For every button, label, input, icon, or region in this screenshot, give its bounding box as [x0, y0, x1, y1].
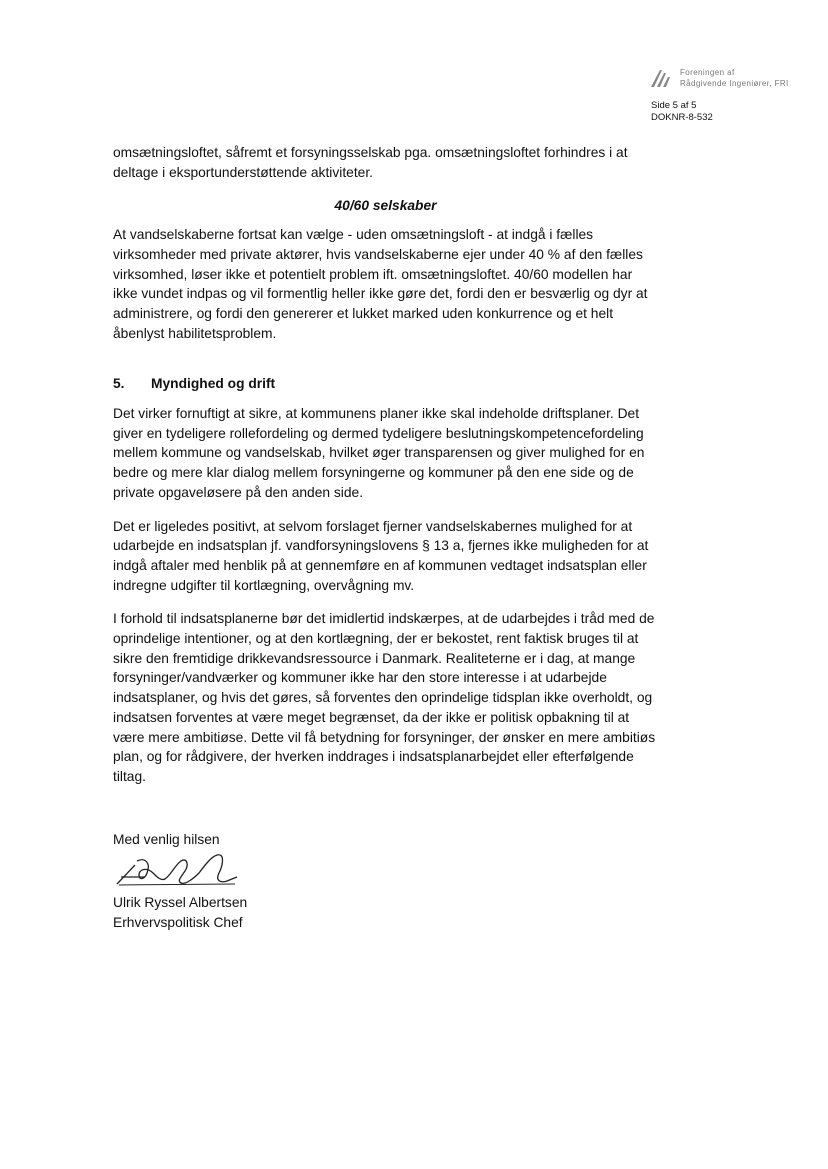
section-heading — [113, 374, 658, 394]
subheading: 40/60 selskaber — [334, 198, 437, 214]
section-paragraph-3: I forhold til indsatsplanerne bør det imidlertid indskærpes, at de udarbejdes i tråd med de oprindelige intentioner, og at den kortlægning, der er bekostet, rent faktisk bruges til at sikre den fremtidige drikkevandsressource i Danmark. Realiteterne er i dag, at mange forsyninger/vandværker og kommuner ikke har den store interesse i at udarbejde indsatsplaner, og hvis det gøres, så forventes den oprindelige tidsplan ikke overholdt, og indsatsen forventes at være meget begrænset, da der ikke er politisk opbakning til at være mere ambitiøse. Dette vil få betydning for forsyninger, der ønsker en mere ambitiøs plan, og for rådgivere, der hverken inddrages i indsatsplanarbejdet eller efterfølgende tiltag. — [113, 611, 656, 784]
logo-line-2: Rådgivende Ingeniører, FRI — [680, 79, 789, 88]
logo-text — [680, 67, 789, 89]
signer-name: Ulrik Ryssel Albertsen — [113, 895, 248, 911]
section-title: Myndighed og drift — [151, 376, 276, 392]
logo-line-1: Foreningen af — [680, 68, 735, 77]
page-number: Side 5 af 5 — [651, 100, 697, 111]
section-paragraph-1: Det virker fornuftigt at sikre, at kommunens planer ikke skal indeholde driftsplaner. Det giver en tydeligere rollefordeling og dermed tydeligere beslutningskompetencefordeling mellem kommune og vandselskab, hvilket øger transparensen og giver mulighed for en bedre og mere klar dialog mellem forsyningerne og kommuner på den ene side og de private opgaveløsere på den anden side. — [113, 406, 645, 500]
section-paragraph-2: Det er ligeledes positivt, at selvom forslaget fjerner vandselskabernes mulighed for at udarbejde en indsatsplan jf. vandforsyningslovens § 13 a, fjernes ikke muligheden for at indgå aftaler med henblik på at gennemføre en af kommunen vedtaget indsatsplan eller indregne udgifter til kortlægning, overvågning mv. — [113, 518, 649, 593]
section-number: 5. — [113, 376, 125, 392]
closing — [113, 830, 658, 933]
subheading-paragraph: At vandselskaberne fortsat kan vælge - uden omsætningsloft - at indgå i fælles virksomheder med private aktører, hvis vandselskaberne ejer under 40 % af den fælles virksomhed, løser ikke et potentielt problem ift. omsætningsloftet. 40/60 modellen har ikke vundet indpas og vil formentlig heller ikke gøre det, fordi den er besværlig og dyr at administrere, og fordi den genererer et lukket marked uden konkurrence og et helt åbenlyst habilitetsproblem. — [113, 227, 648, 341]
greeting: Med venlig hilsen — [113, 831, 220, 847]
signer-title: Erhvervspolitisk Chef — [113, 915, 243, 931]
document-number: DOKNR-8-532 — [651, 112, 713, 123]
letter-body — [113, 143, 658, 933]
intro-paragraph: omsætningsloftet, såfremt et forsyningsselskab pga. omsætningsloftet forhindres i at deltage i eksportunderstøttende aktiviteter. — [113, 145, 628, 180]
signer-block — [113, 893, 658, 932]
fri-logo-icon — [651, 68, 675, 88]
handwritten-signature-icon — [115, 851, 255, 889]
logo — [651, 64, 791, 94]
document-meta — [651, 100, 713, 124]
